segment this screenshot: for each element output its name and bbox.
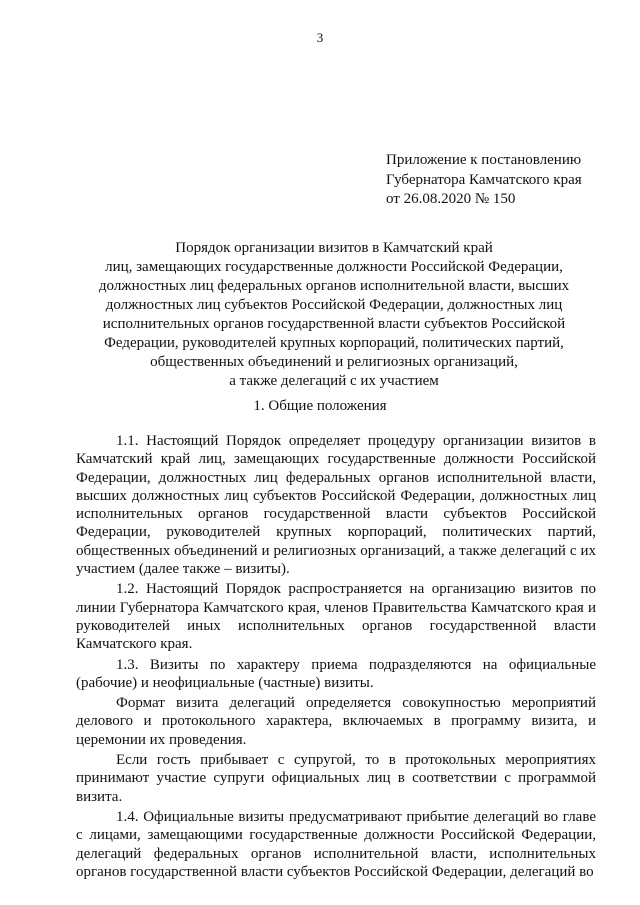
paragraph: 1.3. Визиты по характеру приема подразделяются на официальные (рабочие) и неофициальные (частные) визиты. [76,656,596,691]
page-number: 3 [316,30,324,45]
annex-line: от 26.08.2020 № 150 [386,191,516,207]
title-line: Федерации, руководителей крупных корпораций, политических партий, [104,335,564,351]
title-line: а также делегаций с их участием [229,373,439,389]
title-line: общественных объединений и религиозных организаций, [150,354,518,370]
title-line: исполнительных органов государственной власти субъектов Российской [102,316,566,332]
body-text [76,432,596,883]
title-line: должностных лиц федеральных органов исполнительной власти, высших [98,278,570,294]
title-line: лиц, замещающих государственные должности Российской Федерации, [105,259,563,275]
title-line: должностных лиц субъектов Российской Федерации, должностных лиц [105,297,563,313]
paragraph: 1.1. Настоящий Порядок определяет процедуру организации визитов в Камчатский край лиц, замещающих государственные должности Российской Федерации, должностных лиц федеральных органов исполнительной власти, высших должностных лиц субъектов Российской Федерации, должностных лиц исполнительных органов государственной власти субъектов Российской Федерации, руководителей крупных корпораций, политических партий, общественных объединений и религиозных организаций, а также делегаций с их участием (далее также – визиты). [76,433,596,578]
annex-block [386,151,582,210]
paragraph: Формат визита делегаций определяется совокупностью мероприятий делового и протокольного характера, включаемых в программу визита, и церемонии их проведения. [76,695,596,748]
annex-line: Губернатора Камчатского края [386,171,582,188]
annex-line: Приложение к постановлению [386,152,582,168]
paragraph: Если гость прибывает с супругой, то в протокольных мероприятиях принимают участие супруги официальных лиц в соответствии с программой визита. [76,752,596,805]
title-line: Порядок организации визитов в Камчатский край [175,240,493,256]
paragraph: 1.2. Настоящий Порядок распространяется на организацию визитов по линии Губернатора Камчатского края, членов Правительства Камчатского края и руководителей иных исполнительных органов государственной власти Камчатского края. [76,581,596,653]
section-heading: 1. Общие положения [253,398,387,414]
paragraph: 1.4. Официальные визиты предусматривают прибытие делегаций во главе с лицами, замещающими государственные должности Российской Федерации, делегаций федеральных органов исполнительной власти, исполнительных органов государственной власти субъектов Российской Федерации, делегаций во [76,808,596,880]
document-title [72,239,596,391]
